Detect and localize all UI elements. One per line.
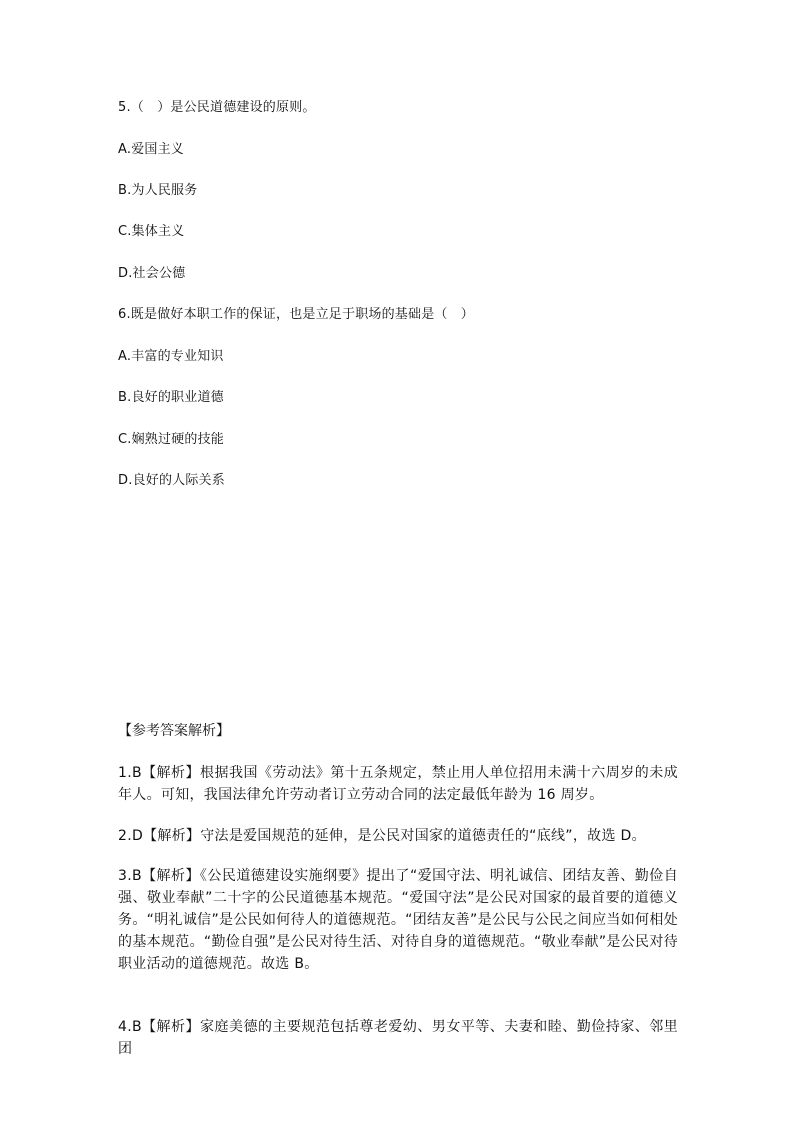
question-5-option-a: A.爱国主义: [118, 142, 184, 157]
question-6-option-b: B.良好的职业道德: [118, 390, 224, 405]
question-5-option-b: B.为人民服务: [118, 183, 198, 198]
question-6-stem: 6.既是做好本职工作的保证，也是立足于职场的基础是（ ）: [118, 307, 475, 322]
question-6-option-a: A.丰富的专业知识: [118, 349, 224, 364]
question-6-option-c: C.娴熟过硬的技能: [118, 432, 225, 447]
answer-item-1: 1.B【解析】根据我国《劳动法》第十五条规定，禁止用人单位招用未满十六周岁的未成年人。可知，我国法律允许劳动者订立劳动合同的法定最低年龄为 16 周岁。: [118, 765, 678, 803]
answer-item-3: 3.B【解析】《公民道德建设实施纲要》提出了“爱国守法、明礼诚信、团结友善、勤俭自强、敬业奉献”二十字的公民道德基本规范。“爱国守法”是公民对国家的最首要的道德义务。“明礼诚信”是公民如何待人的道德规范。“团结友善”是公民与公民之间应当如何相处的基本规范。“勤俭自强”是公民对待生活、对待自身的道德规范。“敬业奉献”是公民对待职业活动的道德规范。故选 B。: [118, 868, 678, 972]
answer-item-2: 2.D【解析】守法是爱国规范的延伸，是公民对国家的道德责任的“底线”，故选 D。: [118, 828, 646, 844]
answers-heading: 【参考答案解析】: [118, 723, 230, 739]
question-5-stem: 5.（ ）是公民道德建设的原则。: [118, 100, 316, 115]
question-6-option-d: D.良好的人际关系: [118, 473, 225, 488]
answer-item-4: 4.B【解析】家庭美德的主要规范包括尊老爱幼、男女平等、夫妻和睦、勤俭持家、邻里团: [118, 1019, 678, 1057]
question-5-option-d: D.社会公德: [118, 266, 186, 281]
question-5-option-c: C.集体主义: [118, 224, 185, 239]
